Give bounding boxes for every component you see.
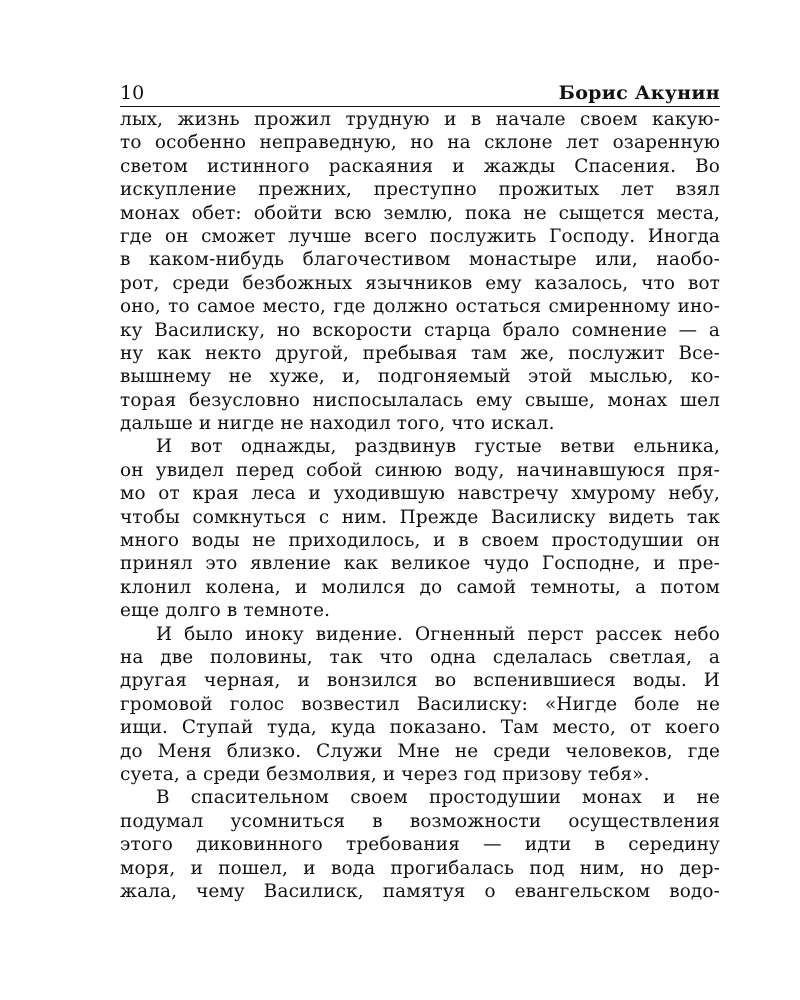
text-line: жала, чему Василиск, памятуя о евангельском водо- (120, 880, 720, 902)
text-line: ну как некто другой, пребывая там же, послужит Все- (120, 342, 720, 364)
page-number: 10 (120, 82, 145, 104)
paragraph-last-line: дальше и нигде не находил того, что искал. (120, 413, 555, 435)
text-line: вышнему не хуже, и, подгоняемый этой мыслью, ко- (120, 366, 720, 388)
body-text (120, 108, 720, 903)
text-line: где он сможет лучше всего послужить Господу. Иногда (120, 225, 720, 247)
text-line: искупление прежних, преступно прожитых лет взял (120, 179, 720, 201)
paragraph-first-line: В спасительном своем простодушии монах и не (156, 787, 720, 809)
text-line: много воды не приходилось, и в своем простодушии он (120, 530, 720, 552)
paragraph-last-line: суета, а среди безмолвия, и через год призову тебя». (120, 763, 650, 785)
text-line: на две половины, так что одна сделалась светлая, а (120, 646, 720, 668)
text-line: мо от края леса и уходившую навстречу хмурому небу, (120, 483, 720, 505)
text-line: лых, жизнь прожил трудную и в начале своем какую- (120, 109, 720, 130)
text-line: до Меня близко. Служи Мне не среди человеков, где (120, 740, 720, 762)
paragraph-last-line: еще долго в темноте. (120, 600, 331, 622)
paragraph-first-line: И вот однажды, раздвинув густые ветви ельника, (156, 436, 720, 458)
running-header (120, 80, 720, 107)
text-line: в каком-нибудь благочестивом монастыре или, наобо- (120, 249, 720, 271)
text-line: монах обет: обойти всю землю, пока не сыщется места, (120, 202, 720, 224)
text-line: торая безусловно ниспосылалась ему свыше, монах шел (120, 389, 720, 411)
text-line: подумал усомниться в возможности осуществления (120, 810, 720, 832)
paragraph-first-line: И было иноку видение. Огненный перст рассек небо (156, 623, 720, 645)
text-line: принял это явление как великое чудо Господне, и пре- (120, 553, 720, 575)
text-line: громовой голос возвестил Василиску: «Нигде боле не (120, 693, 720, 715)
text-line: то особенно неправедную, но на склоне лет озаренную (120, 132, 720, 154)
text-line: оно, то самое место, где должно остаться смиренному ино- (120, 296, 720, 318)
text-line: чтобы сомкнуться с ним. Прежде Василиску видеть так (120, 506, 720, 528)
text-line: этого диковинного требования — идти в середину (120, 834, 720, 856)
text-line: светом истинного раскаяния и жажды Спасения. Во (120, 155, 720, 177)
text-line: ищи. Ступай туда, куда показано. Там место, от коего (120, 717, 720, 739)
text-line: клонил колена, и молился до самой темноты, а потом (120, 576, 720, 598)
text-line: он увидел перед собой синюю воду, начинавшуюся пря- (120, 459, 720, 481)
text-line: другая черная, и вонзился во вспенившиеся воды. И (120, 670, 720, 692)
text-line: моря, и пошел, и вода прогибалась под ним, но дер- (120, 857, 720, 879)
text-line: рот, среди безбожных язычников ему казалось, что вот (120, 272, 720, 294)
text-line: ку Василиску, но вскорости старца брало сомнение — а (120, 319, 720, 341)
book-page (120, 80, 720, 903)
running-header-author: Борис Акунин (558, 82, 720, 104)
